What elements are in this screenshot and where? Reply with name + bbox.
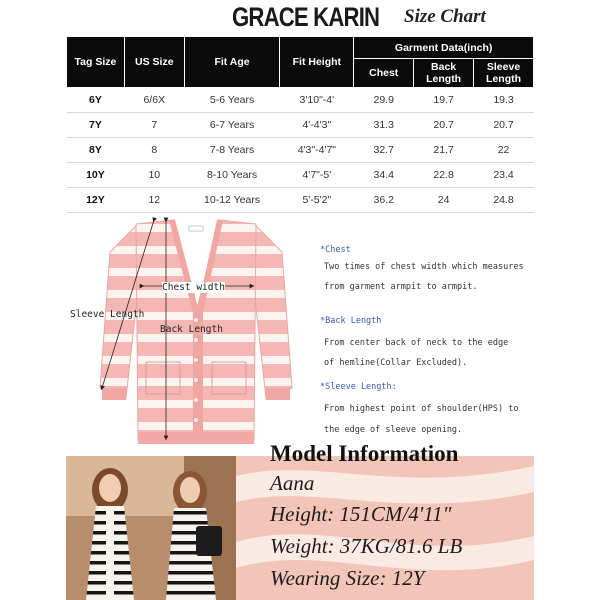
back-length-label: Back Length: [160, 324, 223, 335]
brand-logo: GRACE KARIN: [232, 2, 380, 32]
header-chest: Chest: [354, 59, 414, 88]
cell-age: 6-7 Years: [184, 113, 280, 138]
header-sleeve-length: Sleeve Length: [474, 59, 534, 88]
cell-back: 24: [414, 188, 474, 213]
table-row: [67, 88, 534, 113]
cell-chest: 34.4: [354, 163, 414, 188]
table-row: [67, 113, 534, 138]
model-name: Aana: [270, 471, 315, 495]
cell-height: 4'7"-5': [280, 163, 354, 188]
header-fit-age: Fit Age: [184, 37, 280, 88]
cell-tag: 8Y: [67, 138, 125, 163]
size-table: [66, 36, 534, 213]
header-us-size: US Size: [124, 37, 184, 88]
collar-label: [189, 226, 203, 231]
header-back-length: Back Length: [414, 59, 474, 88]
chest-note-line1: Two times of chest width which measures: [324, 262, 524, 272]
chest-note-heading: *Chest: [320, 245, 351, 255]
header-tag-size: Tag Size: [67, 37, 125, 88]
cell-us: 10: [124, 163, 184, 188]
right-sleeve: [252, 226, 292, 398]
cell-us: 8: [124, 138, 184, 163]
cell-tag: 7Y: [67, 113, 125, 138]
model-photo-illustration: [66, 456, 236, 600]
cell-height: 4'3"-4'7": [280, 138, 354, 163]
backpack: [196, 526, 222, 556]
cell-chest: 32.7: [354, 138, 414, 163]
table-row: [67, 188, 534, 213]
cell-tag: 10Y: [67, 163, 125, 188]
model-height: Height: 151CM/4'11": [270, 502, 452, 526]
header-fit-height: Fit Height: [280, 37, 354, 88]
model-weight: Weight: 37KG/81.6 LB: [270, 534, 463, 558]
sleeve-note-line1: From highest point of shoulder(HPS) to: [324, 404, 519, 414]
cell-sleeve: 22: [474, 138, 534, 163]
right-cuff: [266, 388, 290, 400]
model-info-title: Model Information: [270, 441, 459, 466]
sleeve-length-label: Sleeve Length: [70, 309, 145, 320]
cell-height: 3'10"-4': [280, 88, 354, 113]
cell-age: 7-8 Years: [184, 138, 280, 163]
sleeve-note-heading: *Sleeve Length:: [320, 382, 397, 392]
left-cuff: [102, 388, 126, 400]
left-pocket: [146, 362, 180, 394]
model-wearing-size: Wearing Size: 12Y: [270, 566, 425, 590]
chest-note-line2: from garment armpit to armpit.: [324, 282, 478, 292]
cell-us: 6/6X: [124, 88, 184, 113]
cell-chest: 31.3: [354, 113, 414, 138]
cell-us: 12: [124, 188, 184, 213]
model-photo: [66, 456, 236, 600]
header-garment-data: Garment Data(inch): [354, 37, 534, 59]
hem: [138, 432, 254, 444]
cell-sleeve: 20.7: [474, 113, 534, 138]
cell-height: 5'-5'2": [280, 188, 354, 213]
back-note-line2: of hemline(Collar Excluded).: [324, 358, 468, 368]
cell-age: 10-12 Years: [184, 188, 280, 213]
table-row: [67, 163, 534, 188]
cell-back: 22.8: [414, 163, 474, 188]
cell-us: 7: [124, 113, 184, 138]
cell-chest: 29.9: [354, 88, 414, 113]
cell-chest: 36.2: [354, 188, 414, 213]
back-note-line1: From center back of neck to the edge: [324, 338, 509, 348]
cell-back: 20.7: [414, 113, 474, 138]
cell-back: 21.7: [414, 138, 474, 163]
cell-sleeve: 19.3: [474, 88, 534, 113]
cell-sleeve: 24.8: [474, 188, 534, 213]
cell-tag: 12Y: [67, 188, 125, 213]
sleeve-note-line2: the edge of sleeve opening.: [324, 425, 463, 435]
back-note-heading: *Back Length: [320, 316, 382, 326]
cell-back: 19.7: [414, 88, 474, 113]
right-pocket: [212, 362, 246, 394]
cell-height: 4'-4'3": [280, 113, 354, 138]
cell-age: 8-10 Years: [184, 163, 280, 188]
cell-age: 5-6 Years: [184, 88, 280, 113]
cell-tag: 6Y: [67, 88, 125, 113]
chest-width-label: Chest width: [162, 282, 225, 293]
page-title: Size Chart: [404, 6, 486, 27]
table-row: [67, 138, 534, 163]
cell-sleeve: 23.4: [474, 163, 534, 188]
